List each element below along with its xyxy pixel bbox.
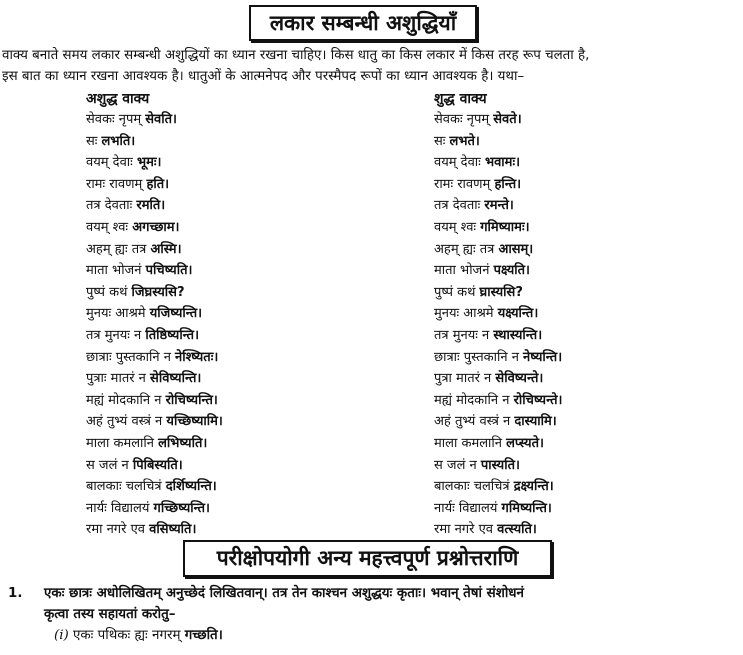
correct-sentence-row xyxy=(434,368,562,390)
sentence-text: सः xyxy=(86,133,102,149)
verb-form: लभते। xyxy=(449,133,480,149)
sentence-text: माता भोजनं xyxy=(434,263,494,279)
verb-form: हन्ति। xyxy=(494,176,522,192)
incorrect-sentence-row xyxy=(86,303,223,325)
sentence-text: तत्र देवताः xyxy=(434,198,485,214)
correct-sentence-row xyxy=(434,217,562,239)
verb-form: अगच्छाम। xyxy=(132,219,180,235)
incorrect-sentence-row xyxy=(86,347,223,369)
incorrect-sentence-row xyxy=(86,174,223,196)
verb-form: दास्यामि। xyxy=(514,414,557,430)
sentence-text: पुत्राः मातरं न xyxy=(86,371,151,387)
question-line-2: कृत्वा तस्य सहायतां करोतु– xyxy=(44,607,176,622)
verb-form: यजिष्यन्ति। xyxy=(149,306,203,322)
sentence-text: छात्राः पुस्तकानि न xyxy=(86,349,176,365)
section2-title-box xyxy=(183,540,552,577)
sentence-text: छात्राः पुस्तकानि न xyxy=(434,349,524,365)
verb-form: सेविष्यन्ते। xyxy=(495,371,544,387)
incorrect-sentence-row xyxy=(86,152,223,174)
incorrect-sentences-column xyxy=(86,89,223,541)
sentence-text: वयम् देवाः xyxy=(86,155,137,171)
verb-form: अस्मि। xyxy=(150,241,182,257)
verb-form: लभति। xyxy=(101,133,136,149)
question-number: 1. xyxy=(8,586,23,601)
correct-sentence-row xyxy=(434,195,562,217)
verb-form: आसम्। xyxy=(498,241,534,257)
incorrect-sentence-row xyxy=(86,325,223,347)
correct-sentence-row xyxy=(434,519,562,541)
incorrect-sentence-row xyxy=(86,519,223,541)
sentence-text: मुनयः आश्रमे xyxy=(434,306,498,322)
verb-form: स्थास्यन्ति। xyxy=(493,327,543,343)
sentence-text: नार्यः विद्यालयं xyxy=(434,500,502,516)
incorrect-sentence-row xyxy=(86,282,223,304)
sentence-text: पुष्पं कथं xyxy=(434,284,480,300)
verb-form: लभिष्यति। xyxy=(158,435,208,451)
sentence-text: रमा नगरे एव xyxy=(86,522,150,538)
sentence-text: स जलं न xyxy=(434,457,481,473)
question-text-1: एकः छात्रः अधोलिखितम् अनुच्छेदं लिखितवान्। तत्र तेन काश्चन अशुद्धयः कृताः। भवान् तेषां संशोधनं xyxy=(44,586,524,601)
subitem-text: एकः पथिकः ह्यः नगरम् xyxy=(68,628,185,643)
correct-sentence-row xyxy=(434,109,562,131)
sentence-text: सेवकः नृपम् xyxy=(86,112,146,127)
intro-paragraph xyxy=(2,45,742,87)
verb-form: गमिष्यामः। xyxy=(480,219,530,235)
sentence-text: वयम् श्वः xyxy=(86,219,133,235)
verb-form: घ्रास्यसि? xyxy=(479,284,523,300)
correct-sentence-row xyxy=(434,498,562,520)
correct-sentence-row xyxy=(434,347,562,369)
sentence-text: सेवकः नृपम् xyxy=(434,112,494,127)
incorrect-sentence-row xyxy=(86,476,223,498)
sentence-text: अहं तुभ्यं वस्त्रं न xyxy=(434,414,515,430)
correct-sentence-row xyxy=(434,476,562,498)
sentence-text: वयम् श्वः xyxy=(434,219,481,235)
verb-form: भवामः। xyxy=(484,155,520,171)
correct-sentence-row xyxy=(434,390,562,412)
verb-form: हति। xyxy=(146,176,170,192)
sentence-text: बालकाः चलचित्रं xyxy=(434,479,514,495)
incorrect-header: अशुद्ध वाक्य xyxy=(86,91,150,107)
correct-sentences-column xyxy=(434,89,562,541)
section2-title: परीक्षोपयोगी अन्य महत्त्वपूर्ण प्रश्नोत्तराणि xyxy=(216,546,519,570)
sentence-text: अहं तुभ्यं वस्त्रं न xyxy=(86,414,167,430)
incorrect-sentence-row xyxy=(86,411,223,433)
correct-sentence-row xyxy=(434,455,562,477)
correct-rows xyxy=(434,109,562,541)
verb-form: यक्ष्यन्ति। xyxy=(497,306,539,322)
verb-form: गच्छिष्यन्ति। xyxy=(153,500,210,516)
correct-sentence-row xyxy=(434,411,562,433)
correct-sentence-row xyxy=(434,239,562,261)
incorrect-sentence-row xyxy=(86,217,223,239)
question-subitem-i xyxy=(8,625,738,646)
correct-sentence-row xyxy=(434,303,562,325)
verb-form: सेवति। xyxy=(145,112,177,127)
verb-form: पचिष्यति। xyxy=(145,263,193,279)
sentence-text: मह्यं मोदकानि न xyxy=(434,392,514,408)
verb-form: पिबिस्यति। xyxy=(132,457,183,473)
verb-form: सेवते। xyxy=(493,112,522,127)
incorrect-sentence-row xyxy=(86,433,223,455)
sentence-text: माला कमलानि xyxy=(434,435,507,451)
sentence-text: तत्र मुनयः न xyxy=(86,327,146,343)
sentence-text: रामः रावणम् xyxy=(434,176,495,192)
section-title-box xyxy=(249,5,477,41)
sentence-text: तत्र देवताः xyxy=(86,198,137,214)
verb-form: पास्यति। xyxy=(480,457,520,473)
verb-form: वसिष्यति। xyxy=(149,522,197,538)
sentence-text: स जलं न xyxy=(86,457,133,473)
incorrect-sentence-row xyxy=(86,368,223,390)
sentence-text: पुष्पं कथं xyxy=(86,284,132,300)
verb-form: सेविष्यन्ति। xyxy=(150,371,202,387)
sentence-text: वयम् देवाः xyxy=(434,155,485,171)
verb-form: गमिष्यन्ति। xyxy=(501,500,552,516)
verb-form: लप्स्यते। xyxy=(506,435,544,451)
correct-sentence-row xyxy=(434,152,562,174)
sentence-text: बालकाः चलचित्रं xyxy=(86,479,166,495)
verb-form: वत्स्यति। xyxy=(497,522,537,538)
subitem-label: (i) xyxy=(54,628,69,643)
sentence-text: पुत्रा मातरं न xyxy=(434,371,496,387)
incorrect-sentence-row xyxy=(86,260,223,282)
sentence-text: माता भोजनं xyxy=(86,263,146,279)
intro-line-1: वाक्य बनाते समय लकार सम्बन्धी अशुद्धियों का ध्यान रखना चाहिए। किस धातु का किस लकार में किस तरह रूप चलता है, xyxy=(2,48,590,63)
correct-sentence-row xyxy=(434,282,562,304)
correct-sentence-row xyxy=(434,174,562,196)
verb-form: रोचिष्यन्ते। xyxy=(513,392,563,408)
verb-form: भूमः। xyxy=(136,155,162,171)
correct-sentence-row xyxy=(434,433,562,455)
verb-form: यच्छिष्यामि। xyxy=(166,414,223,430)
incorrect-sentence-row xyxy=(86,390,223,412)
verb-form: जिघ्रस्यसि? xyxy=(131,284,185,300)
question-line-1 xyxy=(8,583,738,604)
sentence-text: रामः रावणम् xyxy=(86,176,147,192)
sentence-text: तत्र मुनयः न xyxy=(434,327,494,343)
incorrect-sentence-row xyxy=(86,195,223,217)
sentence-text: मुनयः आश्रमे xyxy=(86,306,150,322)
verb-form: रमति। xyxy=(136,198,166,214)
correct-sentence-row xyxy=(434,260,562,282)
incorrect-sentence-row xyxy=(86,109,223,131)
incorrect-sentence-row xyxy=(86,131,223,153)
incorrect-rows xyxy=(86,109,223,541)
incorrect-sentence-row xyxy=(86,239,223,261)
verb-form: रमन्ते। xyxy=(484,198,514,214)
incorrect-sentence-row xyxy=(86,455,223,477)
verb-form: नेष्यन्ति। xyxy=(523,349,563,365)
sentence-text: सः xyxy=(434,133,450,149)
correct-sentence-row xyxy=(434,325,562,347)
question-1 xyxy=(8,583,738,646)
verb-form: दर्शिष्यन्ति। xyxy=(165,479,217,495)
verb-form: नेश्ष्यितः। xyxy=(175,349,219,365)
sentence-text: मह्यं मोदकानि न xyxy=(86,392,166,408)
correct-header: शुद्ध वाक्य xyxy=(434,91,487,107)
sentence-text: रमा नगरे एव xyxy=(434,522,498,538)
verb-form: तिष्ठिष्यन्ति। xyxy=(145,327,200,343)
verb-form: रोचिष्यन्ति। xyxy=(165,392,218,408)
intro-line-2: इस बात का ध्यान रखना आवश्यक है। धातुओं के आत्मनेपद और परस्मैपद रूपों का ध्यान आवश्यक है। यथा– xyxy=(2,69,525,84)
sentence-text: अहम् ह्यः तत्र xyxy=(86,241,151,257)
sentence-text: माला कमलानि xyxy=(86,435,159,451)
sentence-text: अहम् ह्यः तत्र xyxy=(434,241,499,257)
incorrect-sentence-row xyxy=(86,498,223,520)
verb-form: पक्ष्यति। xyxy=(493,263,530,279)
subitem-verb: गच्छति। xyxy=(184,628,223,643)
section-title: लकार सम्बन्धी अशुद्धियाँ xyxy=(269,11,457,35)
correct-sentence-row xyxy=(434,131,562,153)
sentence-text: नार्यः विद्यालयं xyxy=(86,500,154,516)
verb-form: द्रक्ष्यन्ति। xyxy=(513,479,554,495)
